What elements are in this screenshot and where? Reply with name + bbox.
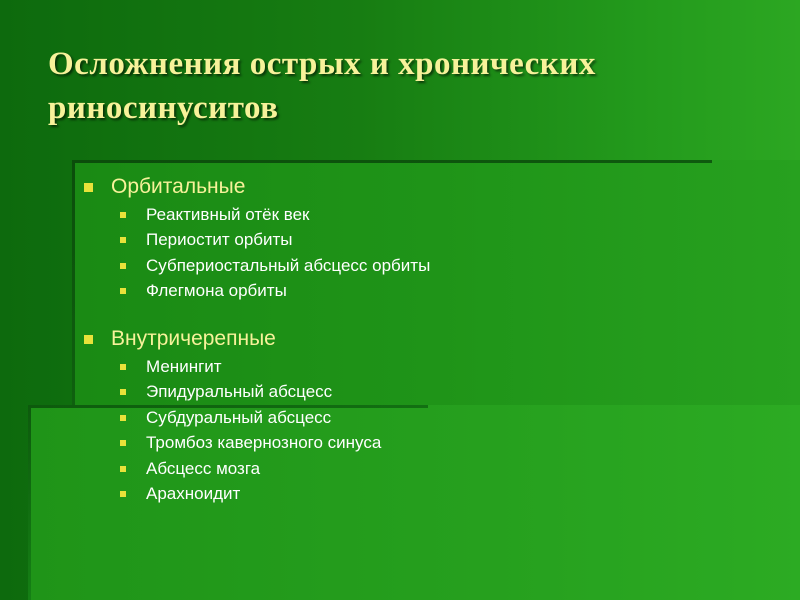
bullet-content xyxy=(84,172,764,527)
item-label: Периостит орбиты xyxy=(146,230,293,250)
list-item xyxy=(120,405,764,431)
square-bullet-icon xyxy=(120,288,126,294)
slide-title: Осложнения острых и хронических риносинуситов xyxy=(48,46,596,126)
panel-lower-bevel-left xyxy=(28,405,31,600)
sub-list xyxy=(84,202,764,304)
item-label: Субпериостальный абсцесс орбиты xyxy=(146,255,431,275)
square-bullet-icon xyxy=(120,237,126,243)
item-label: Эпидуральный абсцесс xyxy=(146,382,333,402)
list-item xyxy=(120,253,764,279)
square-bullet-icon xyxy=(120,389,126,395)
list-item xyxy=(120,279,764,305)
item-label: Реактивный отёк век xyxy=(146,204,310,224)
list-item xyxy=(120,482,764,508)
group-label: Внутричерепные xyxy=(111,327,276,350)
item-label: Арахноидит xyxy=(146,484,241,504)
square-bullet-icon xyxy=(120,212,126,218)
list-item xyxy=(120,380,764,406)
square-bullet-icon xyxy=(120,415,126,421)
square-bullet-icon xyxy=(84,183,93,192)
item-label: Тромбоз кавернозного синуса xyxy=(146,433,382,453)
square-bullet-icon xyxy=(120,440,126,446)
square-bullet-icon xyxy=(84,335,93,344)
item-label: Флегмона орбиты xyxy=(146,281,287,301)
list-item xyxy=(120,228,764,254)
list-item xyxy=(120,354,764,380)
square-bullet-icon xyxy=(120,364,126,370)
bullet-group-heading xyxy=(84,324,764,354)
list-item xyxy=(120,456,764,482)
bullet-group-heading xyxy=(84,172,764,202)
list-item xyxy=(120,202,764,228)
bullet-group-intracranial xyxy=(84,324,764,507)
square-bullet-icon xyxy=(120,491,126,497)
bullet-group-orbital xyxy=(84,172,764,304)
list-item xyxy=(120,431,764,457)
panel-bevel-top xyxy=(72,160,712,163)
square-bullet-icon xyxy=(120,263,126,269)
item-label: Менингит xyxy=(146,356,222,376)
group-label: Орбитальные xyxy=(111,175,246,198)
sub-list xyxy=(84,354,764,507)
item-label: Абсцесс мозга xyxy=(146,458,261,478)
square-bullet-icon xyxy=(120,466,126,472)
item-label: Субдуральный абсцесс xyxy=(146,407,332,427)
